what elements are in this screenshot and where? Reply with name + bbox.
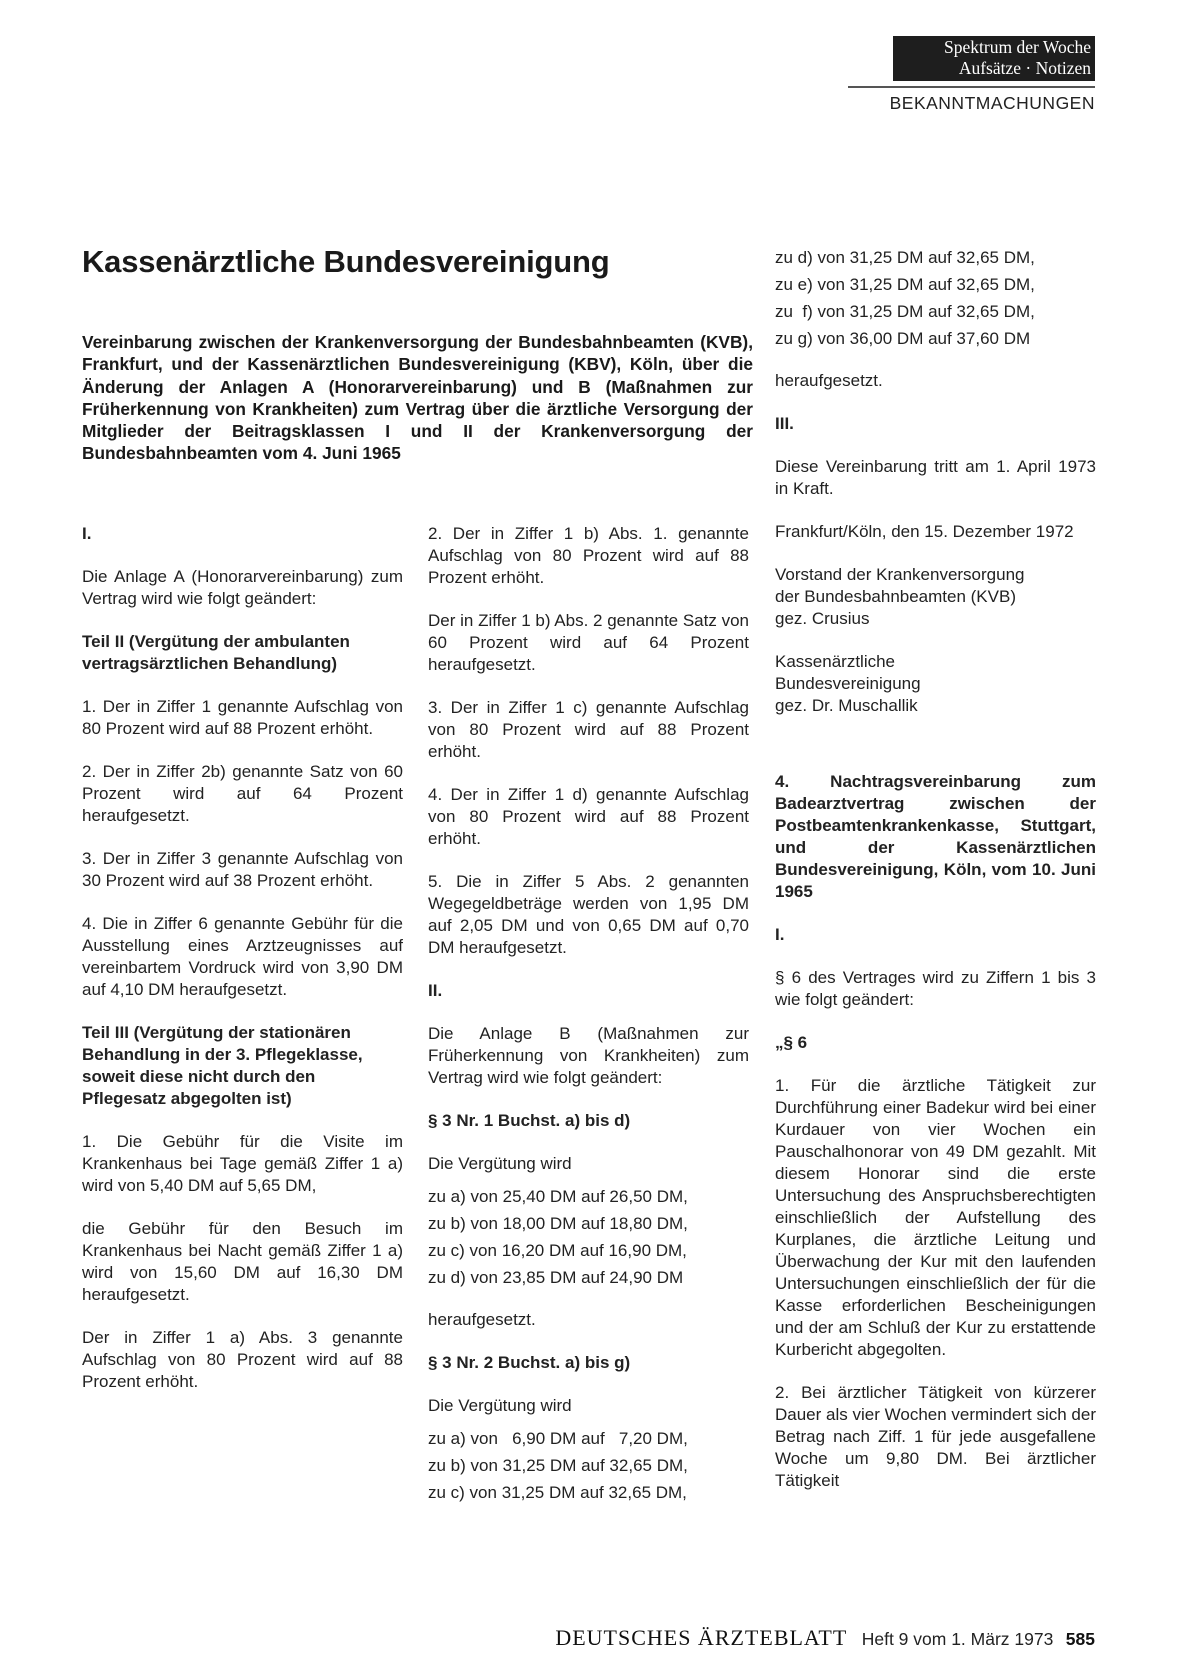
section-heading-I: I.	[82, 524, 92, 543]
paragraph: 1. Die Gebühr für die Visite im Krankenhaus bei Tage gemäß Ziffer 1 a) wird von 5,40 DM auf 5,65 DM,	[82, 1132, 403, 1195]
paragraph: Der in Ziffer 1 b) Abs. 2 genannte Satz von 60 Prozent wird auf 64 Prozent heraufgesetzt.	[428, 611, 749, 674]
paragraph: 1. Für die ärztliche Tätigkeit zur Durchführung einer Badekur wird bei einer Kurdauer von vier Wochen ein Pauschalhonorar von 49 DM gezahlt. Mit diesem Honorar sind die erste Untersuchung des Anspruchsberechtigten einschließlich der Aufstellung des Kurplanes, die ärztliche Leitung und Überwachung der Kur mit den laufenden Untersuchungen einschließlich der für die Kasse erforderlichen Bescheinigungen und der am Schluß der Kur zu erstattende Kurbericht abgegolten.	[775, 1076, 1096, 1359]
paragraph: 2. Der in Ziffer 1 b) Abs. 1. genannte Aufschlag von 80 Prozent wird auf 88 Prozent erhöht.	[428, 524, 749, 587]
page-footer	[499, 1625, 1095, 1651]
paragraph: heraufgesetzt.	[428, 1310, 536, 1329]
paragraph: Die Anlage B (Maßnahmen zur Früherkennung von Krankheiten) zum Vertrag wird wie folgt geändert:	[428, 1024, 749, 1087]
fee-row: zu g) von 36,00 DM auf 37,60 DM	[775, 329, 1031, 348]
fee-row: zu b) von 31,25 DM auf 32,65 DM,	[428, 1456, 688, 1475]
header-rule	[848, 86, 1095, 88]
paragraph: § 6 des Vertrages wird zu Ziffern 1 bis 3 wie folgt geändert:	[775, 968, 1096, 1009]
date-line: Frankfurt/Köln, den 15. Dezember 1972	[775, 522, 1074, 541]
section-label: BEKANNTMACHUNGEN	[889, 93, 1095, 113]
paragraph: 2. Der in Ziffer 2b) genannte Satz von 60 Prozent wird auf 64 Prozent heraufgesetzt.	[82, 762, 403, 825]
column-3	[775, 244, 1096, 1513]
article-intro: Vereinbarung zwischen der Krankenversorgung der Bundesbahnbeamten (KVB), Frankfurt, und der Kassenärztlichen Bundesvereinigung (KBV), Köln, über die Änderung der Anlagen A (Honorarvereinbarung) und B (Maßnahmen zur Früherkennung von Krankheiten) zum Vertrag über die ärztliche Versorgung der Mitglieder der Beitragsklassen I und II der Krankenversorgung der Bundesbahnbeamten vom 4. Juni 1965	[82, 332, 753, 464]
signature-line: Bundesvereinigung	[775, 674, 921, 693]
fee-row: zu a) von 25,40 DM auf 26,50 DM,	[428, 1187, 688, 1206]
rubric-line-1: Spektrum der Woche	[944, 37, 1091, 57]
subheading-par3-nr1: § 3 Nr. 1 Buchst. a) bis d)	[428, 1111, 631, 1130]
fee-row: zu c) von 31,25 DM auf 32,65 DM,	[428, 1483, 687, 1502]
article-title: Kassenärztliche Bundesvereinigung	[82, 244, 610, 279]
rubric-box	[893, 36, 1095, 81]
signature-block-kbv	[775, 651, 1096, 717]
fee-list-3	[775, 244, 1096, 352]
signature-line: gez. Dr. Muschallik	[775, 696, 918, 715]
paragraph: die Gebühr für den Besuch im Krankenhaus bei Nacht gemäß Ziffer 1 a) wird von 15,60 DM auf 16,30 DM heraufgesetzt.	[82, 1219, 403, 1304]
column-1	[82, 523, 403, 1414]
paragraph: 1. Der in Ziffer 1 genannte Aufschlag von 80 Prozent wird auf 88 Prozent erhöht.	[82, 697, 403, 738]
rubric-line-2: Aufsätze · Notizen	[958, 58, 1091, 78]
fee-row: zu f) von 31,25 DM auf 32,65 DM,	[775, 302, 1035, 321]
signature-line: gez. Crusius	[775, 609, 870, 628]
paragraph: Diese Vereinbarung tritt am 1. April 1973 in Kraft.	[775, 457, 1096, 498]
paragraph: 3. Der in Ziffer 1 c) genannte Aufschlag von 80 Prozent wird auf 88 Prozent erhöht.	[428, 698, 749, 761]
fee-row: zu d) von 31,25 DM auf 32,65 DM,	[775, 248, 1035, 267]
section-heading-III: III.	[775, 414, 794, 433]
journal-masthead: DEUTSCHES ÄRZTEBLATT	[555, 1625, 848, 1650]
fee-row: zu b) von 18,00 DM auf 18,80 DM,	[428, 1214, 688, 1233]
paragraph: heraufgesetzt.	[775, 371, 883, 390]
paragraph: 2. Bei ärztlicher Tätigkeit von kürzerer Dauer als vier Wochen vermindert sich der Betrag nach Ziff. 1 für jede ausgefallene Woche um 9,80 DM. Bei ärztlicher Tätigkeit	[775, 1383, 1096, 1490]
fee-row: zu d) von 23,85 DM auf 24,90 DM	[428, 1268, 684, 1287]
section-heading-I-2: I.	[775, 925, 785, 944]
fee-list-2	[428, 1425, 749, 1506]
issue-info: Heft 9 vom 1. März 1973	[861, 1629, 1054, 1649]
signature-block-kvb	[775, 564, 1096, 630]
page-number: 585	[1065, 1629, 1095, 1649]
paragraph: Die Anlage A (Honorarvereinbarung) zum Vertrag wird wie folgt geändert:	[82, 567, 403, 608]
fee-row: zu c) von 16,20 DM auf 16,90 DM,	[428, 1241, 687, 1260]
subheading-teil-III: Teil III (Vergütung der stationären Behandlung in der 3. Pflegeklasse, soweit diese nicht durch den Pflegesatz abgegolten ist)	[82, 1023, 363, 1108]
section-heading-II: II.	[428, 981, 443, 1000]
paragraph: Die Vergütung wird	[428, 1396, 572, 1415]
signature-line: Kassenärztliche	[775, 652, 896, 671]
subheading-par6: „§ 6	[775, 1033, 808, 1052]
paragraph: 4. Die in Ziffer 6 genannte Gebühr für die Ausstellung eines Arztzeugnisses auf vereinbartem Vordruck wird von 3,90 DM auf 4,10 DM heraufgesetzt.	[82, 914, 403, 999]
paragraph: 3. Der in Ziffer 3 genannte Aufschlag von 30 Prozent wird auf 38 Prozent erhöht.	[82, 849, 403, 890]
column-2	[428, 523, 749, 1524]
fee-row: zu e) von 31,25 DM auf 32,65 DM,	[775, 275, 1035, 294]
subheading-teil-II: Teil II (Vergütung der ambulanten vertragsärztlichen Behandlung)	[82, 632, 350, 673]
fee-row: zu a) von 6,90 DM auf 7,20 DM,	[428, 1429, 688, 1448]
fee-list-1	[428, 1183, 749, 1291]
paragraph: Der in Ziffer 1 a) Abs. 3 genannte Aufschlag von 80 Prozent wird auf 88 Prozent erhöht.	[82, 1328, 403, 1391]
paragraph: 4. Der in Ziffer 1 d) genannte Aufschlag von 80 Prozent wird auf 88 Prozent erhöht.	[428, 785, 749, 848]
signature-line: Vorstand der Krankenversorgung	[775, 565, 1025, 584]
subheading-par3-nr2: § 3 Nr. 2 Buchst. a) bis g)	[428, 1353, 631, 1372]
paragraph: 5. Die in Ziffer 5 Abs. 2 genannten Wegegeldbeträge werden von 1,95 DM auf 2,05 DM und von 0,65 DM auf 0,70 DM heraufgesetzt.	[428, 872, 749, 957]
signature-line: der Bundesbahnbeamten (KVB)	[775, 587, 1016, 606]
paragraph: Die Vergütung wird	[428, 1154, 572, 1173]
subheading-nachtrag: 4. Nachtragsvereinbarung zum Badearztvertrag zwischen der Postbeamtenkrankenkasse, Stuttgart, und der Kassenärztlichen Bundesvereinigung, Köln, vom 10. Juni 1965	[775, 772, 1096, 901]
